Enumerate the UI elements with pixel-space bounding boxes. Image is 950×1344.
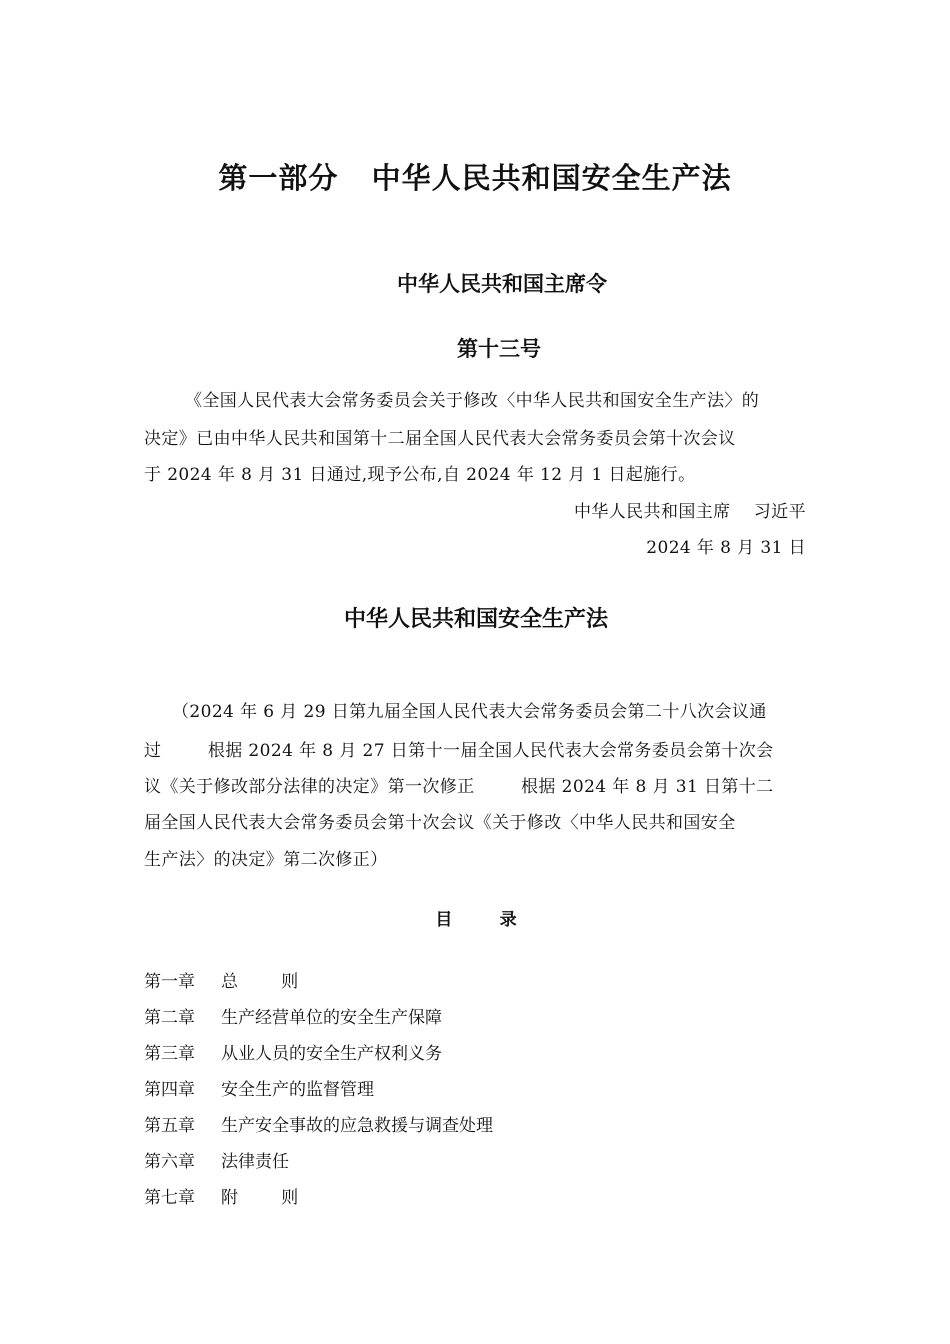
toc-chapter: 第七章 xyxy=(144,1188,195,1208)
toc-item xyxy=(144,1003,442,1028)
toc-item xyxy=(144,1039,442,1064)
law-history-line: （2024 年 6 月 29 日第九届全国人民代表大会常务委员会第二十八次会议通 xyxy=(172,702,767,722)
order-number: 第十三号 xyxy=(457,337,541,361)
toc-chapter: 第四章 xyxy=(144,1080,195,1100)
order-body-line: 《全国人民代表大会常务委员会关于修改〈中华人民共和国安全生产法〉的 xyxy=(185,391,760,411)
order-body-line: 于 2024 年 8 月 31 日通过,现予公布,自 2024 年 12 月 1 日起施行。 xyxy=(144,465,696,485)
toc-chapter-name: 从业人员的安全生产权利义务 xyxy=(221,1044,442,1064)
toc-item xyxy=(144,1075,374,1100)
law-history-line: 生产法〉的决定》第二次修正） xyxy=(144,850,388,870)
order-signature: 中华人民共和国主席 习近平 xyxy=(573,502,806,522)
toc-chapter-name: 附 则 xyxy=(221,1188,299,1208)
toc-chapter-name: 安全生产的监督管理 xyxy=(221,1080,374,1100)
order-title: 中华人民共和国主席令 xyxy=(397,272,607,296)
law-history-line: 议《关于修改部分法律的决定》第一次修正 根据 2024 年 8 月 31 日第十二 xyxy=(144,777,774,797)
toc-chapter: 第五章 xyxy=(144,1116,195,1136)
toc-chapter-name: 法律责任 xyxy=(221,1152,289,1172)
toc-title: 目 录 xyxy=(435,910,517,930)
toc-item xyxy=(144,967,298,992)
toc-item xyxy=(144,1147,289,1172)
law-history-line: 过 根据 2024 年 8 月 27 日第十一届全国人民代表大会常务委员会第十次会 xyxy=(144,741,774,761)
toc-item xyxy=(144,1183,298,1208)
toc-chapter-name: 生产安全事故的应急救援与调查处理 xyxy=(221,1116,493,1136)
toc-chapter: 第一章 xyxy=(144,972,195,992)
order-date: 2024 年 8 月 31 日 xyxy=(646,538,806,558)
law-history-line: 届全国人民代表大会常务委员会第十次会议《关于修改〈中华人民共和国安全 xyxy=(144,813,736,833)
toc-chapter: 第三章 xyxy=(144,1044,195,1064)
toc-chapter: 第六章 xyxy=(144,1152,195,1172)
part-title: 第一部分 中华人民共和国安全生产法 xyxy=(218,161,732,195)
toc-item xyxy=(144,1111,493,1136)
toc-chapter-name: 总 则 xyxy=(221,972,299,992)
toc-chapter: 第二章 xyxy=(144,1008,195,1028)
law-title: 中华人民共和国安全生产法 xyxy=(343,607,608,632)
order-body-line: 决定》已由中华人民共和国第十二届全国人民代表大会常务委员会第十次会议 xyxy=(144,429,736,449)
toc-chapter-name: 生产经营单位的安全生产保障 xyxy=(221,1008,442,1028)
